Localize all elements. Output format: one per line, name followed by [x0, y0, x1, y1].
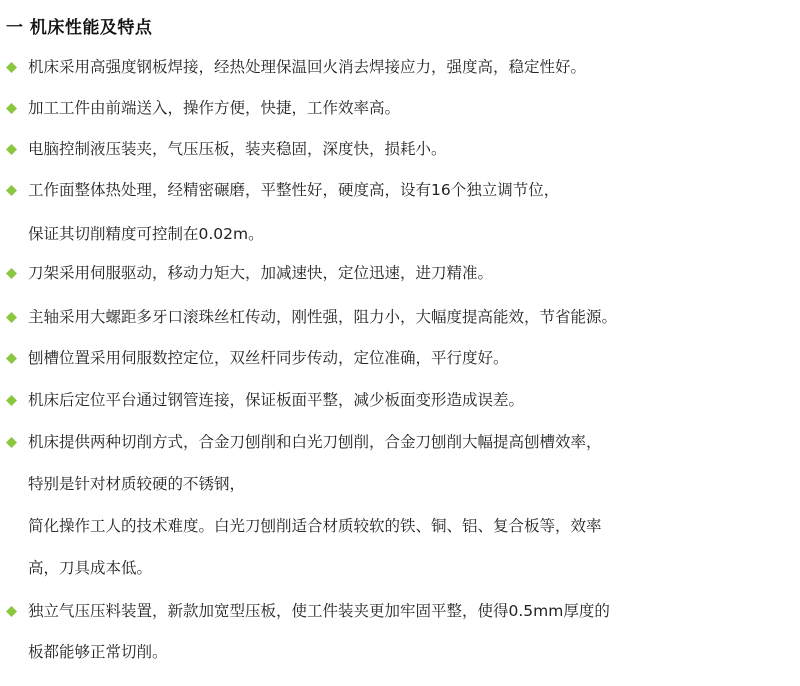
diamond-bullet-icon	[6, 437, 17, 448]
diamond-bullet-icon	[6, 268, 17, 279]
diamond-bullet-icon	[6, 353, 17, 364]
feature-line: 独立气压压料装置，新款加宽型压板，使工件装夹更加牢固平整，使得0.5mm厚度的	[28, 602, 610, 620]
feature-line: 刨槽位置采用伺服数控定位，双丝杆同步传动，定位准确，平行度好。	[28, 349, 509, 367]
feature-line-continuation: 板都能够正常切削。	[28, 643, 168, 661]
feature-line: 工作面整体热处理，经精密碾磨，平整性好，硬度高，设有16个独立调节位，	[28, 181, 560, 199]
diamond-bullet-icon	[6, 185, 17, 196]
feature-line: 机床采用高强度钢板焊接，经热处理保温回火消去焊接应力，强度高，稳定性好。	[28, 58, 587, 76]
feature-line: 机床提供两种切削方式，合金刀刨削和白光刀刨削，合金刀刨削大幅提高刨槽效率，	[28, 433, 602, 451]
diamond-bullet-icon	[6, 103, 17, 114]
diamond-bullet-icon	[6, 62, 17, 73]
section-title: 一 机床性能及特点	[6, 18, 153, 38]
diamond-bullet-icon	[6, 312, 17, 323]
feature-line: 加工工件由前端送入，操作方便，快捷，工作效率高。	[28, 99, 401, 117]
feature-line: 机床后定位平台通过钢管连接，保证板面平整，减少板面变形造成误差。	[28, 391, 525, 409]
feature-line: 电脑控制液压装夹，气压压板，装夹稳固，深度快，损耗小。	[28, 140, 447, 158]
feature-line: 刀架采用伺服驱动，移动力矩大，加减速快，定位迅速，进刀精准。	[28, 264, 494, 282]
feature-line-continuation: 保证其切削精度可控制在0.02m。	[28, 225, 264, 243]
feature-line-continuation: 特别是针对材质较硬的不锈钢，	[28, 475, 246, 493]
diamond-bullet-icon	[6, 144, 17, 155]
feature-line-continuation: 简化操作工人的技术难度。白光刀刨削适合材质较软的铁、铜、铝、复合板等，效率	[28, 517, 602, 535]
feature-line: 主轴采用大螺距多牙口滚珠丝杠传动，刚性强，阻力小，大幅度提高能效，节省能源。	[28, 308, 618, 326]
diamond-bullet-icon	[6, 395, 17, 406]
diamond-bullet-icon	[6, 606, 17, 617]
feature-line-continuation: 高，刀具成本低。	[28, 559, 153, 577]
